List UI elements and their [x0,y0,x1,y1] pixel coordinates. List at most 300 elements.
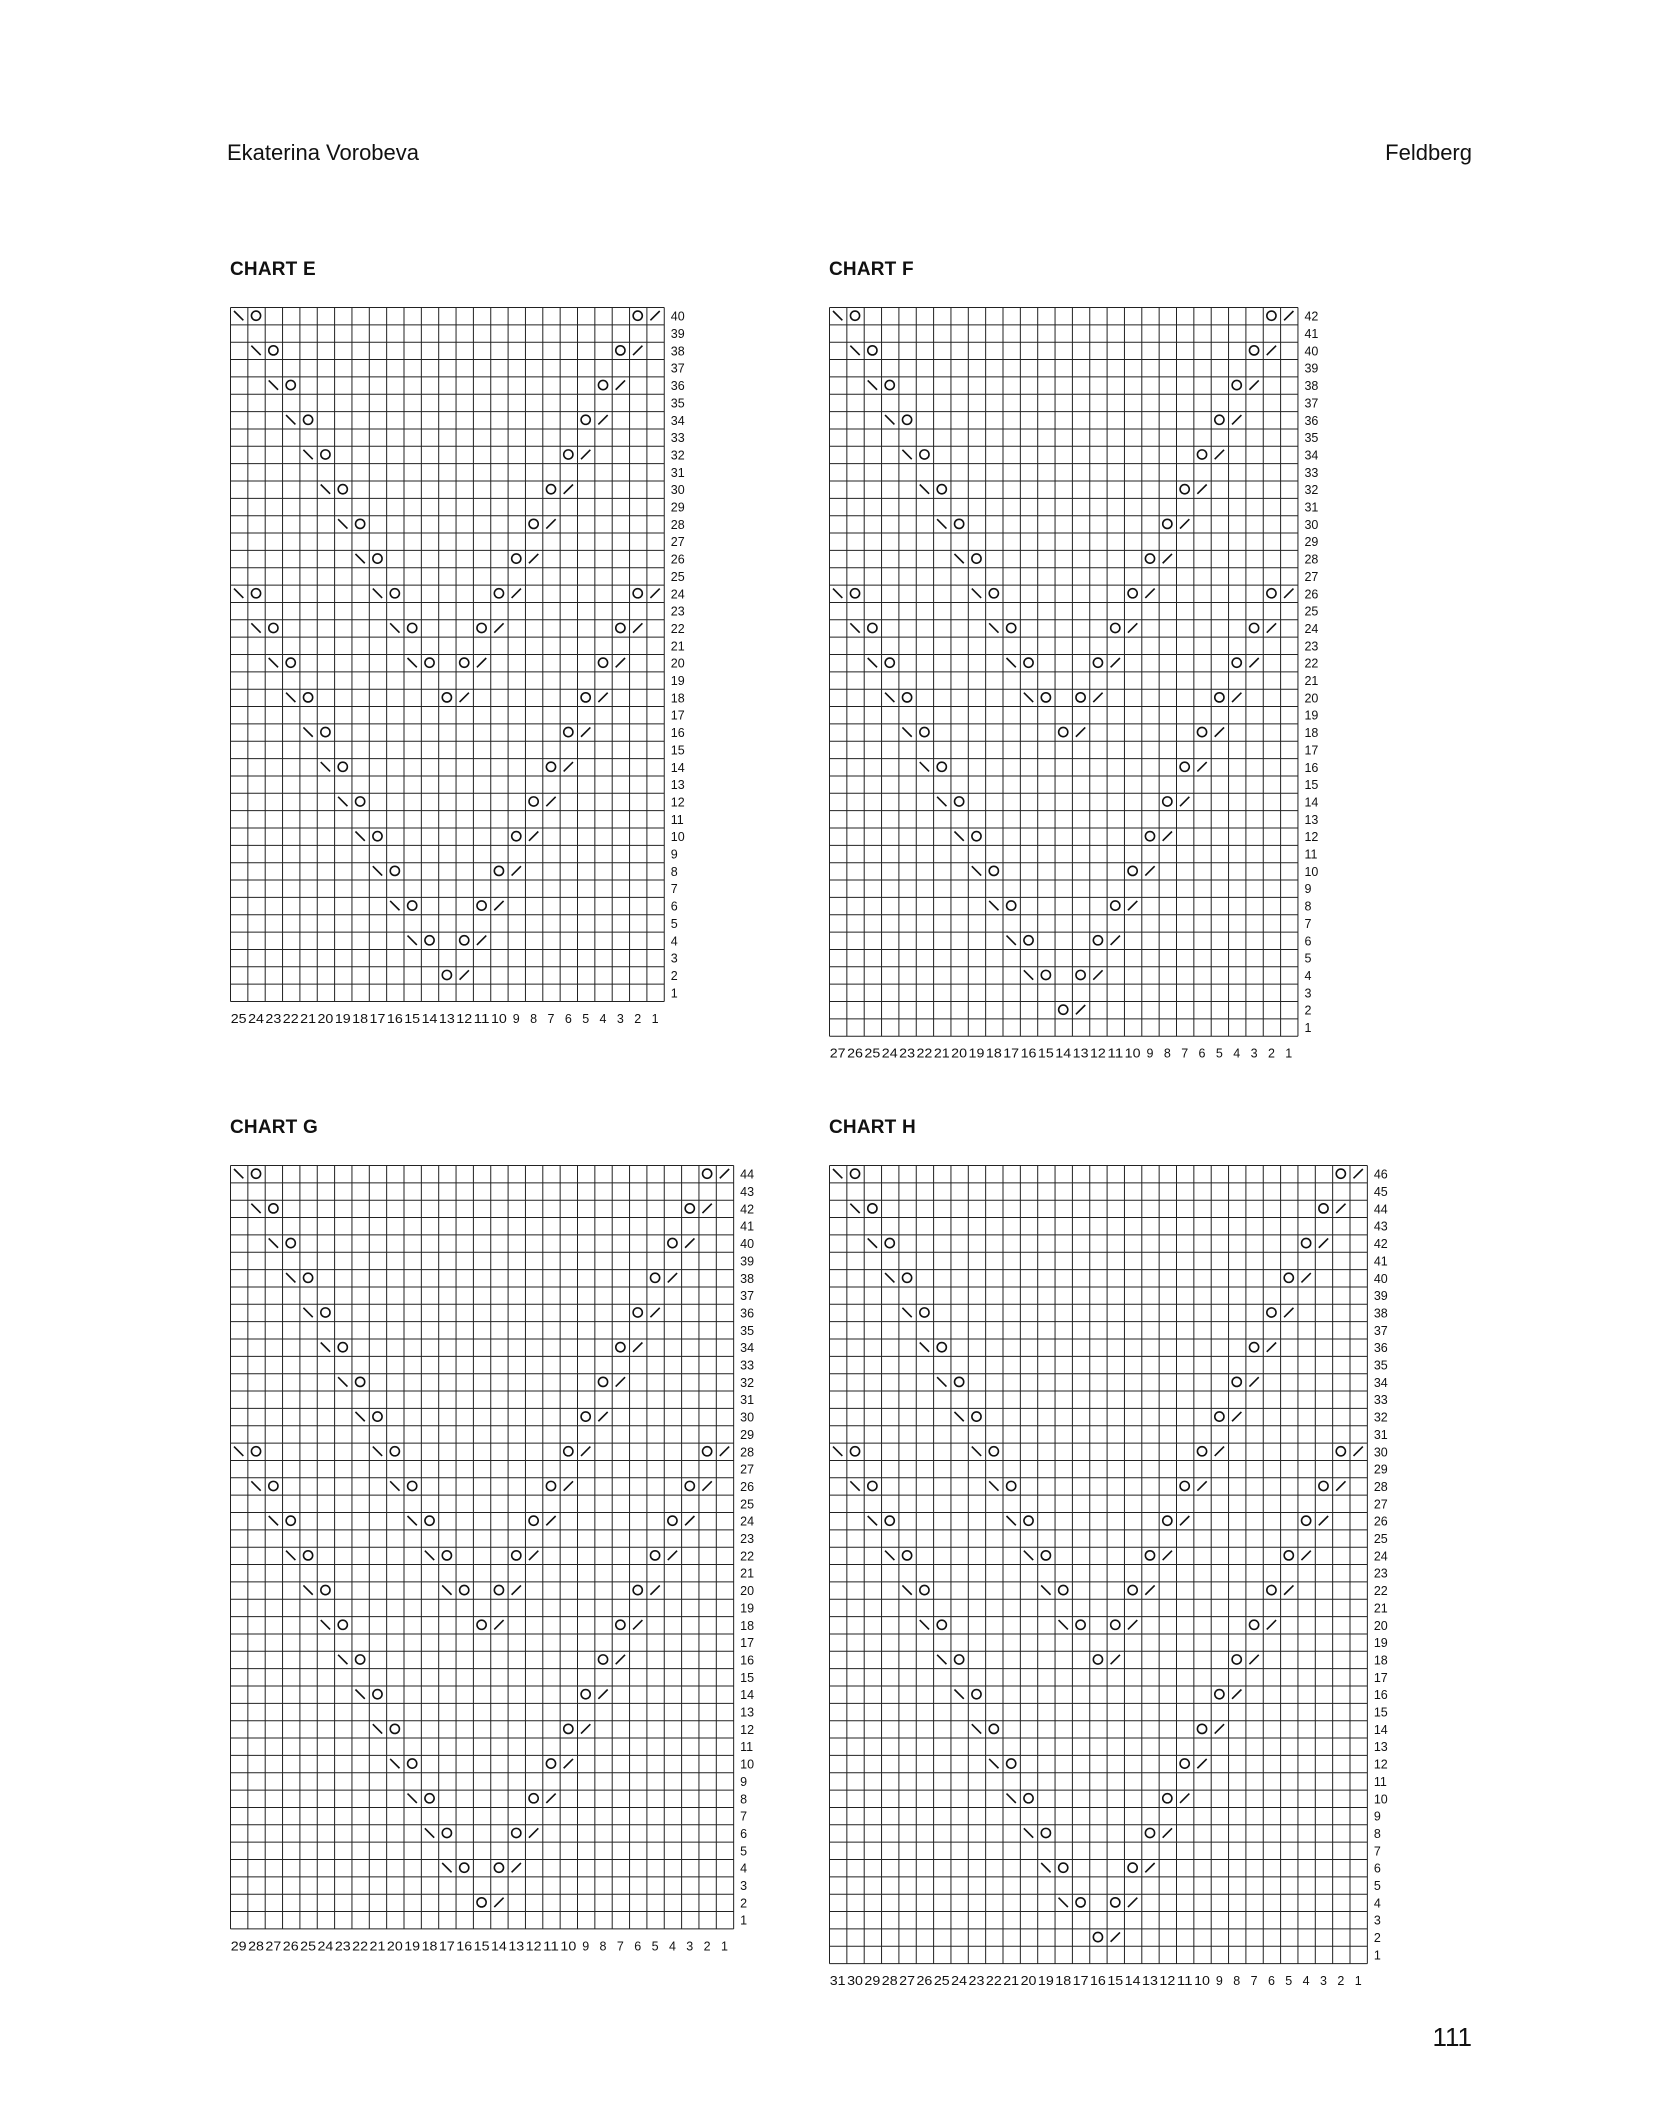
yarn-over-symbol [902,415,911,424]
k2tog-symbol [1284,589,1293,598]
row-number-label: 23 [1373,1566,1388,1581]
row-number-label: 37 [1373,1323,1388,1338]
yarn-over-symbol [1319,1204,1328,1213]
stitch-number-label: 9 [512,1012,520,1026]
stitch-number-label: 27 [829,1046,846,1061]
row-number-label: 39 [1373,1289,1388,1304]
stitch-number-label: 15 [473,1939,490,1954]
yarn-over-symbol [460,658,469,667]
yarn-over-symbol [338,1343,347,1352]
stitch-number-label: 11 [473,1012,490,1026]
ssk-symbol [972,866,981,875]
k2tog-symbol [1267,1343,1276,1352]
yarn-over-symbol [1267,1585,1276,1594]
k2tog-symbol [668,1551,677,1560]
ssk-symbol [850,346,859,355]
yarn-over-symbol [1059,727,1068,736]
yarn-over-symbol [1232,380,1241,389]
yarn-over-symbol [1145,832,1154,841]
yarn-over-symbol [1180,485,1189,494]
row-number-label: 31 [1304,500,1319,515]
row-number-label: 16 [670,726,685,741]
ssk-symbol [321,762,330,771]
row-number-label: 16 [1373,1688,1388,1703]
stitch-number-label: 2 [1267,1046,1275,1061]
row-number-label: 1 [1304,1021,1312,1036]
row-number-label: 3 [670,951,678,966]
row-number-label: 4 [670,934,678,949]
yarn-over-symbol [633,1308,642,1317]
yarn-over-symbol [303,693,312,702]
yarn-over-symbol [972,1690,981,1699]
k2tog-symbol [1215,1724,1224,1733]
stitch-number-label: 11 [543,1939,559,1954]
yarn-over-symbol [581,1690,590,1699]
row-number-label: 9 [1373,1809,1381,1824]
yarn-over-symbol [1267,311,1276,320]
row-number-label: 13 [740,1705,755,1720]
k2tog-symbol [633,1620,642,1629]
row-number-label: 36 [1373,1341,1388,1356]
row-number-label: 18 [740,1618,755,1633]
ssk-symbol [868,1516,877,1525]
row-number-label: 24 [1304,621,1319,636]
yarn-over-symbol [1215,1690,1224,1699]
k2tog-symbol [1163,554,1172,563]
yarn-over-symbol [1128,589,1137,598]
row-number-label: 21 [670,639,685,654]
yarn-over-symbol [1059,1863,1068,1872]
row-number-label: 20 [1373,1618,1388,1633]
row-number-label: 15 [1304,778,1319,793]
row-number-label: 32 [670,448,685,463]
stitch-number-label: 5 [582,1012,590,1026]
k2tog-symbol [1163,1551,1172,1560]
yarn-over-symbol [1249,623,1258,632]
row-number-label: 3 [1304,986,1312,1001]
stitch-number-label: 7 [616,1939,624,1954]
yarn-over-symbol [460,1585,469,1594]
stitch-number-label: 16 [1090,1974,1106,1989]
stitch-number-label: 31 [829,1974,846,1989]
stitch-number-label: 25 [230,1012,247,1026]
k2tog-symbol [1180,1794,1189,1803]
row-number-label: 30 [1373,1445,1388,1460]
k2tog-symbol [1284,311,1293,320]
row-number-label: 14 [1304,795,1319,810]
stitch-number-label: 13 [1072,1046,1089,1061]
k2tog-symbol [598,1412,607,1421]
yarn-over-symbol [1059,1585,1068,1594]
yarn-over-symbol [442,693,451,702]
stitch-number-label: 1 [720,1939,728,1954]
ssk-symbol [989,1481,998,1490]
yarn-over-symbol [338,485,347,494]
yarn-over-symbol [477,901,486,910]
row-number-label: 34 [670,413,685,428]
stitch-number-label: 23 [265,1012,282,1026]
row-number-label: 15 [1373,1705,1388,1720]
pattern-title: Feldberg [1385,140,1472,165]
yarn-over-symbol [633,589,642,598]
yarn-over-symbol [1336,1169,1345,1178]
yarn-over-symbol [529,797,538,806]
stitch-number-label: 8 [530,1012,538,1026]
row-number-label: 31 [740,1393,755,1408]
k2tog-symbol [616,1655,625,1664]
ssk-symbol [850,1481,859,1490]
stitch-number-label: 7 [1250,1974,1258,1989]
yarn-over-symbol [477,1898,486,1907]
yarn-over-symbol [1267,1308,1276,1317]
chart-e-title: CHART E [230,259,316,280]
row-number-label: 43 [1373,1219,1388,1234]
ssk-symbol [1024,970,1033,979]
yarn-over-symbol [868,346,877,355]
stitch-number-label: 20 [386,1939,403,1954]
row-number-label: 9 [740,1774,748,1789]
row-number-label: 29 [670,500,685,515]
stitch-number-label: 19 [334,1012,351,1026]
stitch-number-label: 11 [1176,1974,1193,1989]
row-number-label: 1 [740,1913,748,1928]
ssk-symbol [954,1412,963,1421]
row-number-label: 35 [740,1323,755,1338]
yarn-over-symbol [668,1516,677,1525]
row-number-label: 20 [670,656,685,671]
yarn-over-symbol [373,1690,382,1699]
grid-lines [830,308,1298,1037]
row-number-label: 26 [670,552,685,567]
yarn-over-symbol [494,589,503,598]
yarn-over-symbol [1128,1863,1137,1872]
yarn-over-symbol [477,623,486,632]
k2tog-symbol [1267,623,1276,632]
k2tog-symbol [1163,832,1172,841]
ssk-symbol [885,415,894,424]
k2tog-symbol [1249,658,1258,667]
ssk-symbol [251,1481,260,1490]
yarn-over-symbol [937,762,946,771]
k2tog-symbol [650,589,659,598]
row-number-label: 6 [1373,1861,1381,1876]
ssk-symbol [408,1794,417,1803]
row-number-label: 5 [670,916,678,931]
k2tog-symbol [477,936,486,945]
yarn-over-symbol [1163,1794,1172,1803]
k2tog-symbol [616,1377,625,1386]
k2tog-symbol [546,519,555,528]
k2tog-symbol [581,1724,590,1733]
row-number-label: 25 [670,569,685,584]
k2tog-symbol [1336,1204,1345,1213]
row-number-label: 19 [740,1601,755,1616]
yarn-over-symbol [1007,1759,1016,1768]
yarn-over-symbol [460,936,469,945]
ssk-symbol [408,658,417,667]
k2tog-symbol [1128,623,1137,632]
row-number-label: 27 [1304,569,1319,584]
yarn-over-symbol [390,1724,399,1733]
row-number-label: 3 [1373,1913,1381,1928]
ssk-symbol [390,1481,399,1490]
row-number-label: 23 [1304,639,1319,654]
yarn-over-symbol [338,762,347,771]
row-number-label: 28 [1304,552,1319,567]
ssk-symbol [286,693,295,702]
ssk-symbol [373,866,382,875]
ssk-symbol [885,1551,894,1560]
stitch-number-label: 8 [1163,1046,1171,1061]
yarn-over-symbol [1111,1898,1120,1907]
k2tog-symbol [512,866,521,875]
row-number-label: 15 [740,1670,755,1685]
grid-lines [830,1166,1368,1964]
yarn-over-symbol [251,1169,260,1178]
yarn-over-symbol [850,311,859,320]
row-number-label: 38 [1373,1306,1388,1321]
yarn-over-symbol [1007,901,1016,910]
yarn-over-symbol [564,727,573,736]
yarn-over-symbol [494,1863,503,1872]
stitch-number-label: 15 [1037,1046,1054,1061]
row-number-label: 24 [1373,1549,1388,1564]
row-number-label: 37 [740,1289,755,1304]
k2tog-symbol [702,1481,711,1490]
yarn-over-symbol [1302,1516,1311,1525]
yarn-over-symbol [885,1238,894,1247]
yarn-over-symbol [477,1620,486,1629]
yarn-over-symbol [1024,658,1033,667]
ssk-symbol [338,1377,347,1386]
ssk-symbol [868,380,877,389]
ssk-symbol [937,1655,946,1664]
k2tog-symbol [1249,1655,1258,1664]
stitch-number-label: 28 [248,1939,265,1954]
yarn-over-symbol [955,519,964,528]
yarn-over-symbol [269,346,278,355]
row-number-label: 32 [1304,483,1319,498]
ssk-symbol [390,623,399,632]
yarn-over-symbol [1111,901,1120,910]
yarn-over-symbol [1215,1412,1224,1421]
row-number-label: 21 [1373,1601,1388,1616]
k2tog-symbol [529,832,538,841]
ssk-symbol [321,1620,330,1629]
row-number-label: 22 [1304,656,1319,671]
row-number-label: 14 [740,1688,755,1703]
ssk-symbol [303,1308,312,1317]
k2tog-symbol [546,797,555,806]
yarn-over-symbol [512,832,521,841]
yarn-over-symbol [1041,693,1050,702]
yarn-over-symbol [390,1447,399,1456]
k2tog-symbol [1284,1308,1293,1317]
stitch-number-label: 14 [1055,1046,1072,1061]
stitch-number-label: 12 [456,1012,473,1026]
row-number-label: 16 [740,1653,755,1668]
yarn-over-symbol [408,1759,417,1768]
yarn-over-symbol [529,1516,538,1525]
row-number-label: 46 [1373,1167,1388,1182]
row-number-label: 22 [740,1549,755,1564]
row-number-label: 35 [1304,431,1319,446]
author-name: Ekaterina Vorobeva [227,140,420,165]
yarn-over-symbol [616,623,625,632]
yarn-over-symbol [703,1169,712,1178]
yarn-over-symbol [1232,658,1241,667]
k2tog-symbol [650,1585,659,1594]
k2tog-symbol [1111,1655,1120,1664]
yarn-over-symbol [1076,1898,1085,1907]
stitch-number-label: 21 [933,1046,950,1061]
stitch-number-label: 9 [1215,1974,1223,1989]
yarn-over-symbol [529,1794,538,1803]
row-number-label: 30 [1304,517,1319,532]
yarn-over-symbol [1336,1447,1345,1456]
yarn-over-symbol [955,1377,964,1386]
ssk-symbol [234,311,243,320]
yarn-over-symbol [850,589,859,598]
ssk-symbol [972,589,981,598]
row-number-label: 39 [740,1254,755,1269]
row-number-label: 17 [740,1636,755,1651]
k2tog-symbol [460,693,469,702]
yarn-over-symbol [1197,450,1206,459]
row-number-label: 33 [1304,465,1319,480]
k2tog-symbol [529,1828,538,1837]
ssk-symbol [286,1551,295,1560]
row-number-label: 29 [1304,535,1319,550]
row-number-label: 2 [1304,1003,1312,1018]
k2tog-symbol [529,1551,538,1560]
ssk-symbol [920,762,929,771]
row-number-label: 41 [1304,327,1319,342]
yarn-over-symbol [269,623,278,632]
row-number-label: 42 [740,1202,755,1217]
row-number-label: 33 [1373,1393,1388,1408]
yarn-over-symbol [885,1516,894,1525]
yarn-over-symbol [1076,970,1085,979]
row-number-label: 28 [670,517,685,532]
row-number-label: 7 [1304,916,1312,931]
stitch-number-label: 4 [1233,1046,1241,1061]
row-number-label: 2 [670,968,678,983]
row-number-label: 13 [670,778,685,793]
ssk-symbol [850,623,859,632]
k2tog-symbol [598,693,607,702]
row-number-label: 33 [670,431,685,446]
yarn-over-symbol [1111,1620,1120,1629]
yarn-over-symbol [1145,1551,1154,1560]
stitch-number-label: 10 [491,1012,507,1026]
k2tog-symbol [546,1794,555,1803]
ssk-symbol [989,1759,998,1768]
row-number-label: 20 [1304,691,1319,706]
yarn-over-symbol [390,866,399,875]
stitch-number-label: 7 [547,1012,555,1026]
row-number-label: 8 [1373,1826,1381,1841]
yarn-over-symbol [1093,1655,1102,1664]
row-number-label: 7 [1373,1844,1381,1859]
stitch-number-label: 4 [668,1939,676,1954]
row-number-label: 40 [1373,1271,1388,1286]
yarn-over-symbol [885,658,894,667]
ssk-symbol [286,415,295,424]
k2tog-symbol [1093,970,1102,979]
stitch-number-label: 13 [508,1939,525,1954]
yarn-over-symbol [1319,1481,1328,1490]
stitch-number-label: 5 [651,1939,659,1954]
row-number-label: 22 [1373,1584,1388,1599]
stitch-number-label: 14 [491,1939,507,1954]
ssk-symbol [303,1585,312,1594]
stitch-number-label: 2 [703,1939,711,1954]
k2tog-symbol [616,658,625,667]
stitch-number-label: 20 [951,1046,968,1061]
row-number-label: 28 [740,1445,755,1460]
row-number-label: 21 [740,1566,755,1581]
stitch-number-label: 19 [1037,1974,1054,1989]
ssk-symbol [902,450,911,459]
row-number-label: 14 [670,760,685,775]
k2tog-symbol [494,1898,503,1907]
chart-g-grid [230,1165,773,1962]
yarn-over-symbol [650,1273,659,1282]
yarn-over-symbol [989,589,998,598]
k2tog-symbol [1215,727,1224,736]
row-number-label: 9 [1304,882,1312,897]
ssk-symbol [850,1204,859,1213]
yarn-over-symbol [868,623,877,632]
k2tog-symbol [1249,1377,1258,1386]
k2tog-symbol [1301,1551,1310,1560]
yarn-over-symbol [564,450,573,459]
yarn-over-symbol [321,1308,330,1317]
row-number-label: 42 [1304,309,1319,324]
k2tog-symbol [1093,693,1102,702]
yarn-over-symbol [902,1273,911,1282]
yarn-over-symbol [1215,693,1224,702]
k2tog-symbol [616,380,625,389]
k2tog-symbol [546,1516,555,1525]
stitch-number-label: 1 [651,1012,659,1026]
row-number-label: 18 [670,691,685,706]
k2tog-symbol [1232,1412,1241,1421]
row-number-label: 12 [1304,830,1319,845]
k2tog-symbol [1215,1447,1224,1456]
stitch-number-label: 8 [599,1939,607,1954]
ssk-symbol [321,1343,330,1352]
ssk-symbol [408,936,417,945]
yarn-over-symbol [598,1377,607,1386]
ssk-symbol [442,1863,451,1872]
yarn-over-symbol [1249,346,1258,355]
ssk-symbol [937,1377,946,1386]
k2tog-symbol [1128,1620,1137,1629]
yarn-over-symbol [546,1759,555,1768]
stitch-number-label: 17 [1003,1046,1020,1061]
stitch-number-label: 9 [582,1939,590,1954]
stitch-number-label: 16 [386,1012,403,1026]
stitch-number-label: 7 [1181,1046,1189,1061]
yarn-over-symbol [1232,1655,1241,1664]
ssk-symbol [1007,1794,1016,1803]
row-number-label: 17 [670,708,685,723]
yarn-over-symbol [512,1551,521,1560]
ssk-symbol [920,485,929,494]
row-number-label: 30 [740,1410,755,1425]
